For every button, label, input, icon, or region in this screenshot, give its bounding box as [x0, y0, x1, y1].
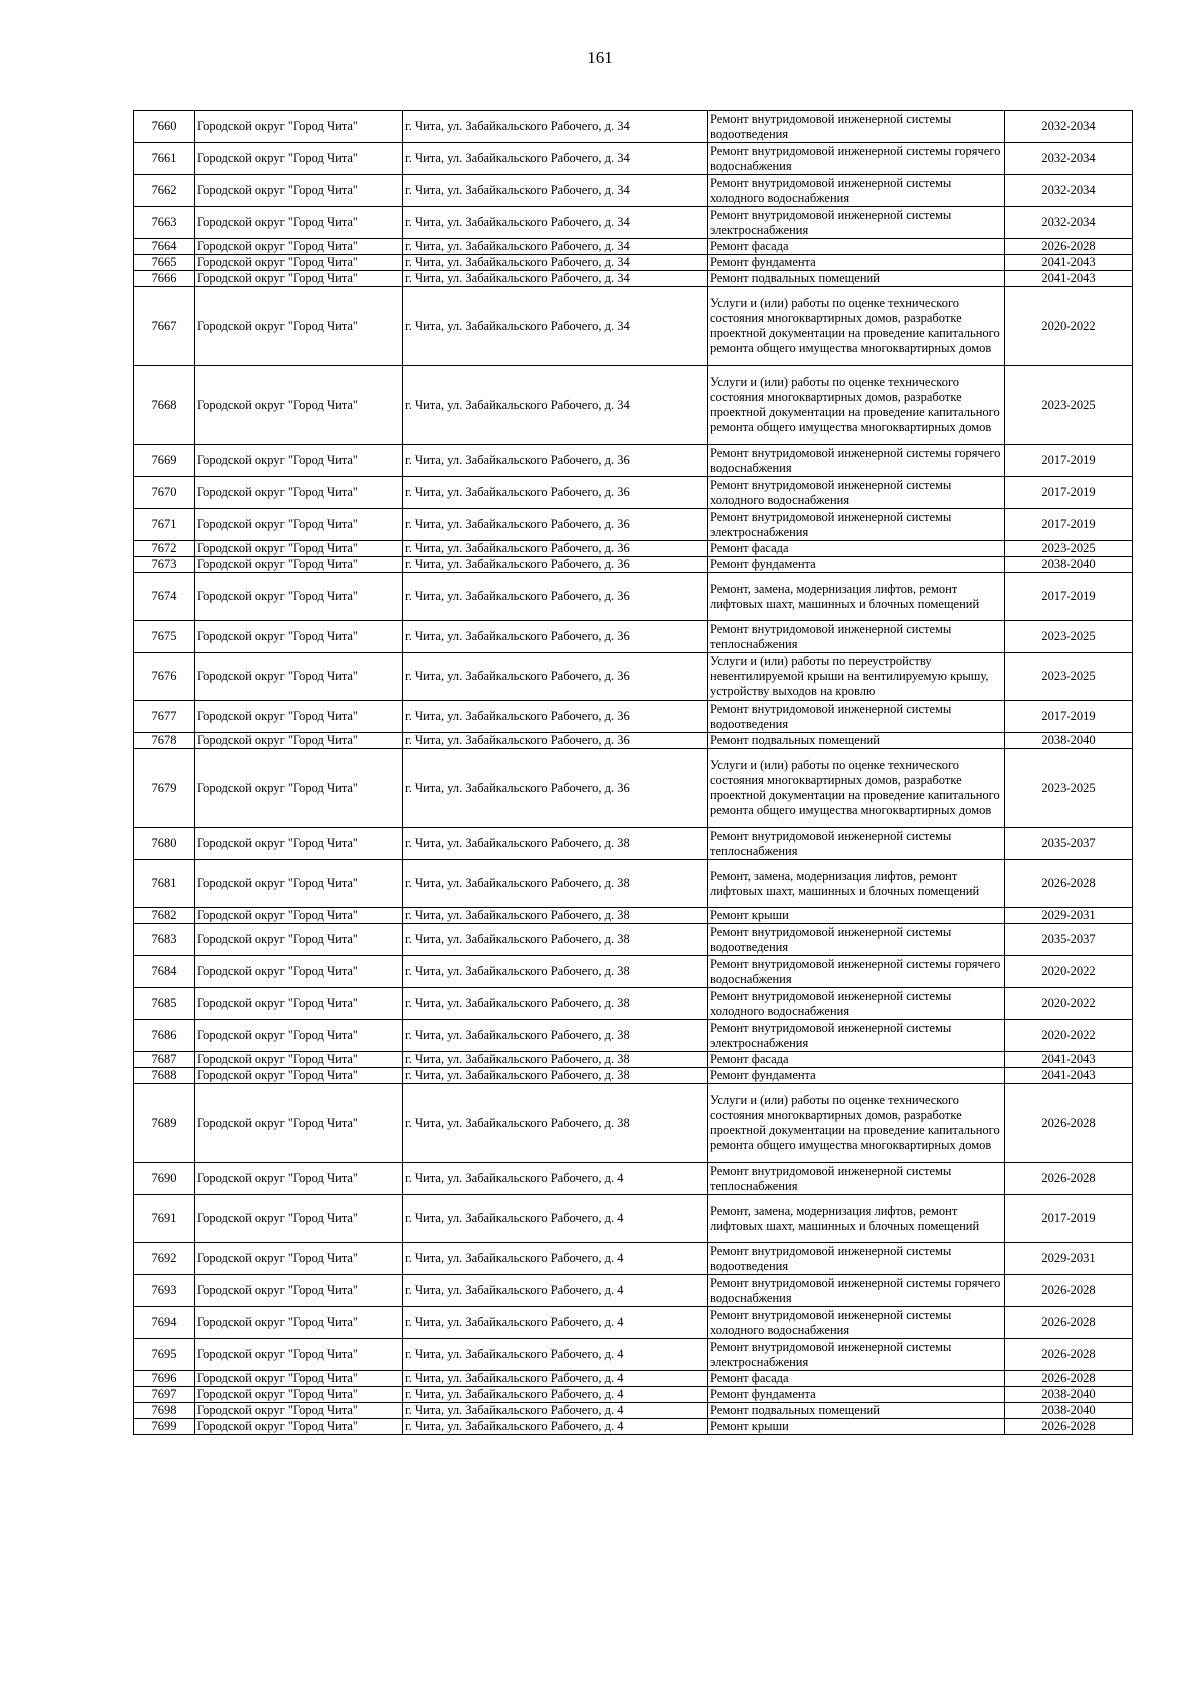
row-number: 7693 — [134, 1275, 195, 1307]
row-number: 7673 — [134, 557, 195, 573]
work-type-cell: Услуги и (или) работы по переустройству невентилируемой крыши на вентилируемую крышу, устройству выходов на кровлю — [708, 653, 1005, 701]
work-type-cell: Ремонт внутридомовой инженерной системы холодного водоснабжения — [708, 1307, 1005, 1339]
period-cell: 2032-2034 — [1005, 175, 1133, 207]
address-cell: г. Чита, ул. Забайкальского Рабочего, д. 4 — [403, 1195, 708, 1243]
municipality-cell: Городской округ "Город Чита" — [195, 653, 403, 701]
municipality-cell: Городской округ "Город Чита" — [195, 445, 403, 477]
work-type-cell: Услуги и (или) работы по оценке технического состояния многоквартирных домов, разработке проектной документации на проведение капитального ремонта общего имущества многоквартирных домов — [708, 287, 1005, 366]
address-cell: г. Чита, ул. Забайкальского Рабочего, д. 36 — [403, 509, 708, 541]
municipality-cell: Городской округ "Город Чита" — [195, 207, 403, 239]
address-cell: г. Чита, ул. Забайкальского Рабочего, д. 4 — [403, 1419, 708, 1435]
address-cell: г. Чита, ул. Забайкальского Рабочего, д. 38 — [403, 908, 708, 924]
address-cell: г. Чита, ул. Забайкальского Рабочего, д. 36 — [403, 573, 708, 621]
table-row — [134, 573, 1133, 621]
period-cell: 2038-2040 — [1005, 1387, 1133, 1403]
municipality-cell: Городской округ "Город Чита" — [195, 1371, 403, 1387]
municipality-cell: Городской округ "Город Чита" — [195, 701, 403, 733]
period-cell: 2032-2034 — [1005, 111, 1133, 143]
work-type-cell: Услуги и (или) работы по оценке технического состояния многоквартирных домов, разработке проектной документации на проведение капитального ремонта общего имущества многоквартирных домов — [708, 366, 1005, 445]
work-type-cell: Услуги и (или) работы по оценке технического состояния многоквартирных домов, разработке проектной документации на проведение капитального ремонта общего имущества многоквартирных домов — [708, 1084, 1005, 1163]
period-cell: 2041-2043 — [1005, 255, 1133, 271]
municipality-cell: Городской округ "Город Чита" — [195, 924, 403, 956]
municipality-cell: Городской округ "Город Чита" — [195, 111, 403, 143]
municipality-cell: Городской округ "Город Чита" — [195, 239, 403, 255]
row-number: 7698 — [134, 1403, 195, 1419]
row-number: 7690 — [134, 1163, 195, 1195]
address-cell: г. Чита, ул. Забайкальского Рабочего, д. 34 — [403, 143, 708, 175]
table-row — [134, 477, 1133, 509]
row-number: 7683 — [134, 924, 195, 956]
municipality-cell: Городской округ "Город Чита" — [195, 1339, 403, 1371]
row-number: 7660 — [134, 111, 195, 143]
work-type-cell: Ремонт внутридомовой инженерной системы водоотведения — [708, 924, 1005, 956]
municipality-cell: Городской округ "Город Чита" — [195, 366, 403, 445]
address-cell: г. Чита, ул. Забайкальского Рабочего, д. 4 — [403, 1275, 708, 1307]
municipality-cell: Городской округ "Город Чита" — [195, 749, 403, 828]
period-cell: 2032-2034 — [1005, 207, 1133, 239]
row-number: 7679 — [134, 749, 195, 828]
period-cell: 2020-2022 — [1005, 1020, 1133, 1052]
address-cell: г. Чита, ул. Забайкальского Рабочего, д. 36 — [403, 749, 708, 828]
period-cell: 2026-2028 — [1005, 1371, 1133, 1387]
row-number: 7665 — [134, 255, 195, 271]
work-type-cell: Ремонт подвальных помещений — [708, 271, 1005, 287]
row-number: 7664 — [134, 239, 195, 255]
row-number: 7684 — [134, 956, 195, 988]
work-type-cell: Ремонт крыши — [708, 1419, 1005, 1435]
page-number: 161 — [587, 48, 613, 67]
table-row — [134, 924, 1133, 956]
work-type-cell: Услуги и (или) работы по оценке технического состояния многоквартирных домов, разработке проектной документации на проведение капитального ремонта общего имущества многоквартирных домов — [708, 749, 1005, 828]
capital-repair-table — [133, 110, 1133, 1435]
period-cell: 2035-2037 — [1005, 828, 1133, 860]
period-cell: 2017-2019 — [1005, 477, 1133, 509]
period-cell: 2041-2043 — [1005, 1052, 1133, 1068]
table-row — [134, 541, 1133, 557]
table-row — [134, 175, 1133, 207]
address-cell: г. Чита, ул. Забайкальского Рабочего, д. 38 — [403, 828, 708, 860]
table-row — [134, 1307, 1133, 1339]
table-row — [134, 143, 1133, 175]
work-type-cell: Ремонт фундамента — [708, 1068, 1005, 1084]
address-cell: г. Чита, ул. Забайкальского Рабочего, д. 4 — [403, 1387, 708, 1403]
work-type-cell: Ремонт внутридомовой инженерной системы водоотведения — [708, 1243, 1005, 1275]
municipality-cell: Городской округ "Город Чита" — [195, 908, 403, 924]
work-type-cell: Ремонт внутридомовой инженерной системы теплоснабжения — [708, 1163, 1005, 1195]
work-type-cell: Ремонт крыши — [708, 908, 1005, 924]
address-cell: г. Чита, ул. Забайкальского Рабочего, д. 36 — [403, 733, 708, 749]
period-cell: 2029-2031 — [1005, 908, 1133, 924]
work-type-cell: Ремонт фасада — [708, 1052, 1005, 1068]
row-number: 7675 — [134, 621, 195, 653]
row-number: 7691 — [134, 1195, 195, 1243]
row-number: 7667 — [134, 287, 195, 366]
row-number: 7674 — [134, 573, 195, 621]
row-number: 7696 — [134, 1371, 195, 1387]
table-row — [134, 701, 1133, 733]
row-number: 7685 — [134, 988, 195, 1020]
municipality-cell: Городской округ "Город Чита" — [195, 509, 403, 541]
period-cell: 2032-2034 — [1005, 143, 1133, 175]
row-number: 7695 — [134, 1339, 195, 1371]
period-cell: 2023-2025 — [1005, 541, 1133, 557]
work-type-cell: Ремонт внутридомовой инженерной системы электроснабжения — [708, 207, 1005, 239]
period-cell: 2026-2028 — [1005, 1307, 1133, 1339]
period-cell: 2020-2022 — [1005, 287, 1133, 366]
table-row — [134, 1195, 1133, 1243]
table-row — [134, 1339, 1133, 1371]
period-cell: 2038-2040 — [1005, 733, 1133, 749]
row-number: 7662 — [134, 175, 195, 207]
table-row — [134, 255, 1133, 271]
table-row — [134, 1387, 1133, 1403]
period-cell: 2020-2022 — [1005, 956, 1133, 988]
work-type-cell: Ремонт фундамента — [708, 255, 1005, 271]
row-number: 7668 — [134, 366, 195, 445]
table-row — [134, 956, 1133, 988]
work-type-cell: Ремонт подвальных помещений — [708, 1403, 1005, 1419]
work-type-cell: Ремонт внутридомовой инженерной системы водоотведения — [708, 701, 1005, 733]
municipality-cell: Городской округ "Город Чита" — [195, 287, 403, 366]
municipality-cell: Городской округ "Город Чита" — [195, 1163, 403, 1195]
address-cell: г. Чита, ул. Забайкальского Рабочего, д. 38 — [403, 1068, 708, 1084]
table-row — [134, 111, 1133, 143]
table-row — [134, 1275, 1133, 1307]
address-cell: г. Чита, ул. Забайкальского Рабочего, д. 4 — [403, 1403, 708, 1419]
row-number: 7680 — [134, 828, 195, 860]
period-cell: 2017-2019 — [1005, 509, 1133, 541]
table-row — [134, 1371, 1133, 1387]
table-row — [134, 1419, 1133, 1435]
work-type-cell: Ремонт внутридомовой инженерной системы холодного водоснабжения — [708, 988, 1005, 1020]
table-row — [134, 287, 1133, 366]
municipality-cell: Городской округ "Город Чита" — [195, 1020, 403, 1052]
period-cell: 2026-2028 — [1005, 1275, 1133, 1307]
municipality-cell: Городской округ "Город Чита" — [195, 1419, 403, 1435]
period-cell: 2026-2028 — [1005, 860, 1133, 908]
municipality-cell: Городской округ "Город Чита" — [195, 733, 403, 749]
address-cell: г. Чита, ул. Забайкальского Рабочего, д. 38 — [403, 1084, 708, 1163]
row-number: 7697 — [134, 1387, 195, 1403]
row-number: 7687 — [134, 1052, 195, 1068]
municipality-cell: Городской округ "Город Чита" — [195, 1243, 403, 1275]
table-row — [134, 1403, 1133, 1419]
address-cell: г. Чита, ул. Забайкальского Рабочего, д. 34 — [403, 287, 708, 366]
address-cell: г. Чита, ул. Забайкальского Рабочего, д. 34 — [403, 366, 708, 445]
table-row — [134, 1068, 1133, 1084]
row-number: 7666 — [134, 271, 195, 287]
row-number: 7678 — [134, 733, 195, 749]
municipality-cell: Городской округ "Город Чита" — [195, 828, 403, 860]
work-type-cell: Ремонт внутридомовой инженерной системы холодного водоснабжения — [708, 477, 1005, 509]
period-cell: 2038-2040 — [1005, 1403, 1133, 1419]
municipality-cell: Городской округ "Город Чита" — [195, 1307, 403, 1339]
row-number: 7669 — [134, 445, 195, 477]
address-cell: г. Чита, ул. Забайкальского Рабочего, д. 36 — [403, 477, 708, 509]
work-type-cell: Ремонт внутридомовой инженерной системы горячего водоснабжения — [708, 1275, 1005, 1307]
address-cell: г. Чита, ул. Забайкальского Рабочего, д. 4 — [403, 1371, 708, 1387]
period-cell: 2029-2031 — [1005, 1243, 1133, 1275]
period-cell: 2020-2022 — [1005, 988, 1133, 1020]
period-cell: 2026-2028 — [1005, 1163, 1133, 1195]
table-row — [134, 207, 1133, 239]
table-row — [134, 860, 1133, 908]
address-cell: г. Чита, ул. Забайкальского Рабочего, д. 38 — [403, 988, 708, 1020]
row-number: 7661 — [134, 143, 195, 175]
period-cell: 2041-2043 — [1005, 271, 1133, 287]
period-cell: 2035-2037 — [1005, 924, 1133, 956]
work-type-cell: Ремонт фундамента — [708, 1387, 1005, 1403]
address-cell: г. Чита, ул. Забайкальского Рабочего, д. 34 — [403, 175, 708, 207]
address-cell: г. Чита, ул. Забайкальского Рабочего, д. 38 — [403, 956, 708, 988]
address-cell: г. Чита, ул. Забайкальского Рабочего, д. 38 — [403, 860, 708, 908]
address-cell: г. Чита, ул. Забайкальского Рабочего, д. 38 — [403, 1020, 708, 1052]
address-cell: г. Чита, ул. Забайкальского Рабочего, д. 38 — [403, 924, 708, 956]
work-type-cell: Ремонт внутридомовой инженерной системы горячего водоснабжения — [708, 445, 1005, 477]
address-cell: г. Чита, ул. Забайкальского Рабочего, д. 36 — [403, 445, 708, 477]
address-cell: г. Чита, ул. Забайкальского Рабочего, д. 34 — [403, 239, 708, 255]
table-row — [134, 509, 1133, 541]
municipality-cell: Городской округ "Город Чита" — [195, 573, 403, 621]
period-cell: 2038-2040 — [1005, 557, 1133, 573]
period-cell: 2023-2025 — [1005, 621, 1133, 653]
table-row — [134, 653, 1133, 701]
table-row — [134, 908, 1133, 924]
municipality-cell: Городской округ "Город Чита" — [195, 860, 403, 908]
municipality-cell: Городской округ "Город Чита" — [195, 143, 403, 175]
municipality-cell: Городской округ "Город Чита" — [195, 1275, 403, 1307]
municipality-cell: Городской округ "Город Чита" — [195, 1084, 403, 1163]
address-cell: г. Чита, ул. Забайкальского Рабочего, д. 36 — [403, 701, 708, 733]
work-type-cell: Ремонт внутридомовой инженерной системы электроснабжения — [708, 1020, 1005, 1052]
row-number: 7681 — [134, 860, 195, 908]
address-cell: г. Чита, ул. Забайкальского Рабочего, д. 36 — [403, 621, 708, 653]
work-type-cell: Ремонт внутридомовой инженерной системы электроснабжения — [708, 1339, 1005, 1371]
table-row — [134, 749, 1133, 828]
address-cell: г. Чита, ул. Забайкальского Рабочего, д. 36 — [403, 541, 708, 557]
work-type-cell: Ремонт, замена, модернизация лифтов, ремонт лифтовых шахт, машинных и блочных помещений — [708, 860, 1005, 908]
period-cell: 2017-2019 — [1005, 445, 1133, 477]
work-type-cell: Ремонт подвальных помещений — [708, 733, 1005, 749]
table-row — [134, 271, 1133, 287]
municipality-cell: Городской округ "Город Чита" — [195, 175, 403, 207]
table-row — [134, 1243, 1133, 1275]
table-row — [134, 828, 1133, 860]
municipality-cell: Городской округ "Город Чита" — [195, 1387, 403, 1403]
work-type-cell: Ремонт фундамента — [708, 557, 1005, 573]
table-row — [134, 1163, 1133, 1195]
municipality-cell: Городской округ "Город Чита" — [195, 988, 403, 1020]
municipality-cell: Городской округ "Город Чита" — [195, 1195, 403, 1243]
period-cell: 2026-2028 — [1005, 1084, 1133, 1163]
row-number: 7677 — [134, 701, 195, 733]
period-cell: 2041-2043 — [1005, 1068, 1133, 1084]
work-type-cell: Ремонт внутридомовой инженерной системы теплоснабжения — [708, 828, 1005, 860]
table-body — [134, 111, 1133, 1435]
table-row — [134, 557, 1133, 573]
municipality-cell: Городской округ "Город Чита" — [195, 557, 403, 573]
address-cell: г. Чита, ул. Забайкальского Рабочего, д. 36 — [403, 653, 708, 701]
table-row — [134, 1052, 1133, 1068]
period-cell: 2017-2019 — [1005, 1195, 1133, 1243]
work-type-cell: Ремонт внутридомовой инженерной системы теплоснабжения — [708, 621, 1005, 653]
period-cell: 2026-2028 — [1005, 1339, 1133, 1371]
work-type-cell: Ремонт фасада — [708, 1371, 1005, 1387]
table-row — [134, 988, 1133, 1020]
work-type-cell: Ремонт внутридомовой инженерной системы водоотведения — [708, 111, 1005, 143]
table-row — [134, 239, 1133, 255]
row-number: 7689 — [134, 1084, 195, 1163]
row-number: 7676 — [134, 653, 195, 701]
row-number: 7686 — [134, 1020, 195, 1052]
address-cell: г. Чита, ул. Забайкальского Рабочего, д. 36 — [403, 557, 708, 573]
work-type-cell: Ремонт, замена, модернизация лифтов, ремонт лифтовых шахт, машинных и блочных помещений — [708, 1195, 1005, 1243]
table-row — [134, 445, 1133, 477]
row-number: 7692 — [134, 1243, 195, 1275]
work-type-cell: Ремонт фасада — [708, 239, 1005, 255]
address-cell: г. Чита, ул. Забайкальского Рабочего, д. 4 — [403, 1307, 708, 1339]
address-cell: г. Чита, ул. Забайкальского Рабочего, д. 4 — [403, 1163, 708, 1195]
address-cell: г. Чита, ул. Забайкальского Рабочего, д. 38 — [403, 1052, 708, 1068]
municipality-cell: Городской округ "Город Чита" — [195, 956, 403, 988]
municipality-cell: Городской округ "Город Чита" — [195, 1068, 403, 1084]
period-cell: 2026-2028 — [1005, 1419, 1133, 1435]
work-type-cell: Ремонт, замена, модернизация лифтов, ремонт лифтовых шахт, машинных и блочных помещений — [708, 573, 1005, 621]
row-number: 7694 — [134, 1307, 195, 1339]
period-cell: 2026-2028 — [1005, 239, 1133, 255]
municipality-cell: Городской округ "Город Чита" — [195, 1403, 403, 1419]
work-type-cell: Ремонт внутридомовой инженерной системы горячего водоснабжения — [708, 143, 1005, 175]
table-row — [134, 621, 1133, 653]
work-type-cell: Ремонт внутридомовой инженерной системы холодного водоснабжения — [708, 175, 1005, 207]
address-cell: г. Чита, ул. Забайкальского Рабочего, д. 4 — [403, 1339, 708, 1371]
row-number: 7663 — [134, 207, 195, 239]
municipality-cell: Городской округ "Город Чита" — [195, 1052, 403, 1068]
work-type-cell: Ремонт фасада — [708, 541, 1005, 557]
table-row — [134, 733, 1133, 749]
table-row — [134, 1020, 1133, 1052]
row-number: 7670 — [134, 477, 195, 509]
address-cell: г. Чита, ул. Забайкальского Рабочего, д. 4 — [403, 1243, 708, 1275]
period-cell: 2023-2025 — [1005, 749, 1133, 828]
row-number: 7688 — [134, 1068, 195, 1084]
municipality-cell: Городской округ "Город Чита" — [195, 477, 403, 509]
period-cell: 2023-2025 — [1005, 366, 1133, 445]
period-cell: 2017-2019 — [1005, 701, 1133, 733]
period-cell: 2017-2019 — [1005, 573, 1133, 621]
work-type-cell: Ремонт внутридомовой инженерной системы горячего водоснабжения — [708, 956, 1005, 988]
address-cell: г. Чита, ул. Забайкальского Рабочего, д. 34 — [403, 207, 708, 239]
municipality-cell: Городской округ "Город Чита" — [195, 541, 403, 557]
table-row — [134, 1084, 1133, 1163]
period-cell: 2023-2025 — [1005, 653, 1133, 701]
row-number: 7699 — [134, 1419, 195, 1435]
municipality-cell: Городской округ "Город Чита" — [195, 255, 403, 271]
address-cell: г. Чита, ул. Забайкальского Рабочего, д. 34 — [403, 255, 708, 271]
table-row — [134, 366, 1133, 445]
row-number: 7671 — [134, 509, 195, 541]
work-type-cell: Ремонт внутридомовой инженерной системы электроснабжения — [708, 509, 1005, 541]
row-number: 7672 — [134, 541, 195, 557]
address-cell: г. Чита, ул. Забайкальского Рабочего, д. 34 — [403, 271, 708, 287]
address-cell: г. Чита, ул. Забайкальского Рабочего, д. 34 — [403, 111, 708, 143]
row-number: 7682 — [134, 908, 195, 924]
municipality-cell: Городской округ "Город Чита" — [195, 621, 403, 653]
municipality-cell: Городской округ "Город Чита" — [195, 271, 403, 287]
